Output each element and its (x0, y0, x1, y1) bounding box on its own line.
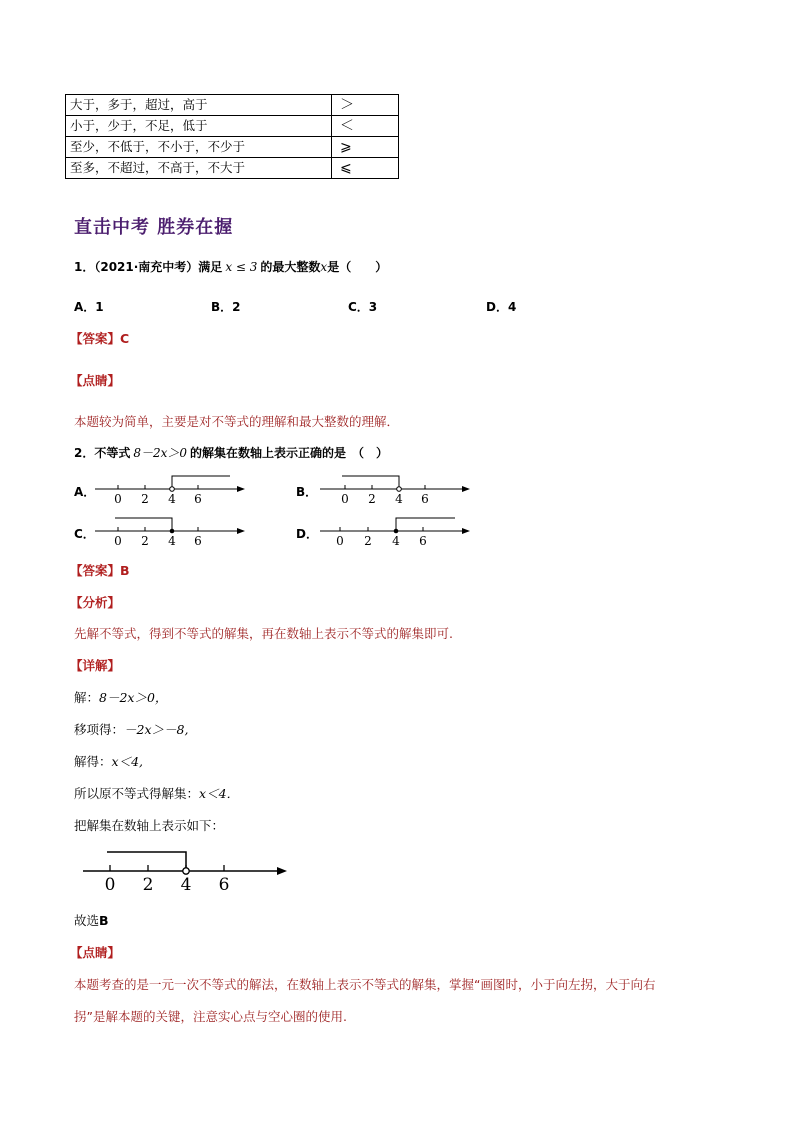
q1-var: x (320, 260, 328, 274)
tick-label: 6 (218, 875, 230, 894)
solution-step (74, 752, 143, 770)
choose-line (74, 911, 109, 929)
inequality-keyword-table (65, 94, 399, 179)
table-cell-words: 小于，少于，不足，低于 (66, 116, 332, 137)
tick-label: 2 (364, 534, 372, 548)
q2-option-c-label: C． (74, 527, 95, 541)
q1-suffix: 是（ ） (327, 260, 388, 274)
step-text: 解： (74, 690, 100, 705)
q2-comment-label: 【点睛】 (70, 945, 121, 960)
table-cell-words: 至少，不低于，不小于，不少于 (66, 137, 332, 158)
table-cell-words: 大于，多于，超过，高于 (66, 95, 332, 116)
tick-label: 0 (341, 492, 349, 506)
tick-label: 6 (194, 492, 202, 506)
solution-step (74, 784, 239, 802)
q2-analysis-label: 【分析】 (70, 595, 121, 610)
step-math: x＜4, (111, 754, 143, 769)
q1-comment-label: 【点睛】 (70, 373, 121, 388)
step-math: 8－2x＞0， (99, 690, 168, 705)
solution-number-line (80, 844, 290, 894)
table-row (66, 95, 399, 116)
number-line-d (320, 518, 470, 548)
table-cell-symbol: ⩽ (332, 158, 399, 179)
tick-label: 4 (392, 534, 400, 548)
tick-label: 2 (141, 492, 149, 506)
solution-step (74, 688, 167, 706)
answer-label: 【答案】 (70, 563, 121, 578)
q1-option-c: C．3 (348, 300, 378, 314)
tick-label: 2 (141, 534, 149, 548)
q2-comment-line-1: 本题考查的是一元一次不等式的解法，在数轴上表示不等式的解集，掌握“画图时，小于向左拐，大于向右 (74, 977, 656, 992)
q2-option-b-label: B． (296, 485, 318, 499)
q2-prefix: 2．不等式 (74, 446, 131, 460)
number-line-b (320, 476, 470, 506)
tick-label: 2 (142, 875, 154, 894)
table-cell-symbol: ＞ (332, 95, 399, 116)
tick-label: 0 (114, 534, 122, 548)
table-row (66, 158, 399, 179)
section-title: 直击中考 胜券在握 (74, 217, 234, 238)
tick-label: 2 (368, 492, 376, 506)
tick-label: 4 (168, 534, 176, 548)
answer-value: C (120, 331, 130, 346)
q2-analysis: 先解不等式，得到不等式的解集，再在数轴上表示不等式的解集即可. (74, 626, 453, 641)
q2-number-lines-ac (95, 472, 245, 552)
q2-number-lines-bd (320, 472, 472, 552)
step-text: 所以原不等式得解集： (74, 786, 200, 801)
q2-comment-line-2: 拐”是解本题的关键，注意实心点与空心圈的使用. (74, 1009, 347, 1024)
table-cell-words: 至多，不超过，不高于，不大于 (66, 158, 332, 179)
step-text: 移项得： (74, 722, 125, 737)
q1-comment: 本题较为简单，主要是对不等式的理解和最大整数的理解． (74, 414, 400, 429)
tick-label: 4 (168, 492, 176, 506)
plot-intro: 把解集在数轴上表示如下： (74, 818, 225, 833)
tick-label: 4 (395, 492, 403, 506)
tick-label: 6 (419, 534, 427, 548)
table-cell-symbol: ＜ (332, 116, 399, 137)
step-math: x＜4． (199, 786, 240, 801)
q2-inequality: 8－2x＞0 (133, 446, 188, 460)
q2-option-a-label: A． (74, 485, 96, 499)
choose-text: 故选 (74, 913, 100, 928)
q2-option-d-label: D． (296, 527, 318, 541)
tick-label: 6 (421, 492, 429, 506)
tick-label: 0 (336, 534, 344, 548)
q1-condition: x ≤ 3 (225, 260, 258, 274)
table-cell-symbol: ⩾ (332, 137, 399, 158)
number-line-a (95, 476, 245, 506)
q1-answer (70, 329, 129, 347)
number-line-c (95, 518, 245, 548)
question-2 (74, 444, 388, 461)
question-1 (74, 258, 387, 275)
table-row (66, 116, 399, 137)
q1-option-d: D．4 (486, 300, 517, 314)
choose-letter: B (99, 913, 109, 928)
solution-step (74, 720, 188, 738)
tick-label: 0 (114, 492, 122, 506)
step-math: －2x＞－8, (124, 722, 189, 737)
q2-detail-label: 【详解】 (70, 658, 121, 673)
table-row (66, 137, 399, 158)
tick-label: 0 (104, 875, 116, 894)
q2-answer (70, 561, 130, 579)
answer-value: B (120, 563, 130, 578)
tick-label: 6 (194, 534, 202, 548)
q1-middle: 的最大整数 (260, 260, 321, 274)
q1-option-a: A．1 (74, 300, 104, 314)
answer-label: 【答案】 (70, 331, 121, 346)
q2-suffix: 的解集在数轴上表示正确的是 （ ） (190, 446, 389, 460)
q1-prefix: 1．（2021·南充中考）满足 (74, 260, 223, 274)
step-text: 解得： (74, 754, 112, 769)
tick-label: 4 (180, 875, 192, 894)
q1-option-b: B．2 (211, 300, 241, 314)
